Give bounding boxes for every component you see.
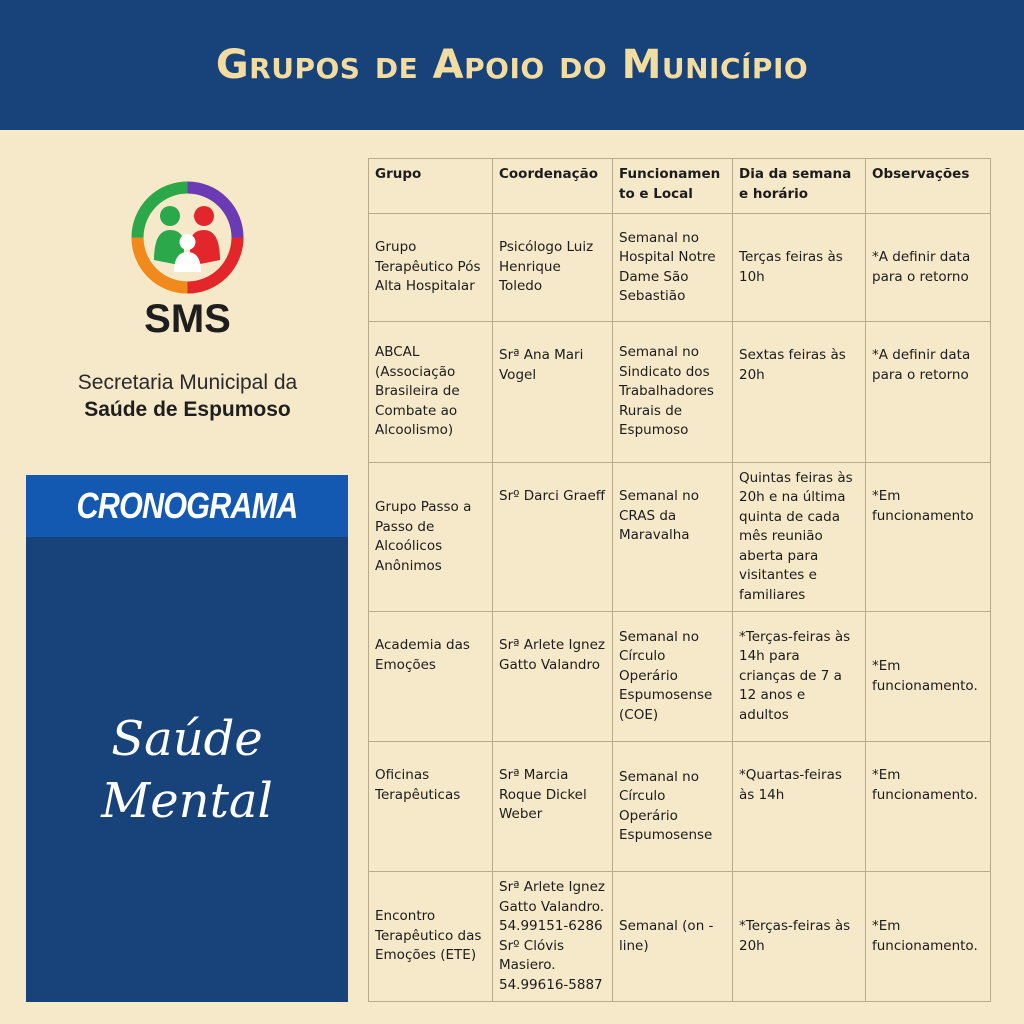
- cronograma-label: CRONOGRAMA: [76, 485, 298, 526]
- header-cell: Coordenação: [493, 159, 613, 214]
- table-cell: Srª Arlete Ignez Gatto Valandro. 54.99151-6286 Srº Clóvis Masiero. 54.99616-5887: [493, 872, 613, 1002]
- table-cell: Grupo Terapêutico Pós Alta Hospitalar: [369, 214, 493, 322]
- table-cell: *Terças-feiras às 14h para crianças de 7 a 12 anos e adultos: [733, 612, 866, 742]
- table-row: [369, 612, 991, 742]
- table-header-row: [369, 159, 991, 214]
- table-cell: Semanal no Sindicato dos Trabalhadores Rurais de Espumoso: [613, 322, 733, 463]
- theme-panel: [26, 537, 348, 1002]
- table-cell: *A definir data para o retorno: [866, 214, 991, 322]
- table-cell: *Em funcionamento: [866, 463, 991, 612]
- table-cell: *Quartas-feiras às 14h: [733, 742, 866, 872]
- table-cell: Semanal no Hospital Notre Dame São Sebastião: [613, 214, 733, 322]
- table-cell: Oficinas Terapêuticas: [369, 742, 493, 872]
- table-cell: Srª Marcia Roque Dickel Weber: [493, 742, 613, 872]
- table-cell: Psicólogo Luiz Henrique Toledo: [493, 214, 613, 322]
- header-cell: Observações: [866, 159, 991, 214]
- table-cell: Grupo Passo a Passo de Alcoólicos Anônimos: [369, 463, 493, 612]
- table-row: [369, 742, 991, 872]
- table-row: [369, 872, 991, 1002]
- table-cell: *Em funcionamento.: [866, 742, 991, 872]
- table-cell: Semanal (on - line): [613, 872, 733, 1002]
- table-cell: *A definir data para o retorno: [866, 322, 991, 463]
- cronograma-banner: [26, 475, 348, 537]
- table-cell: Academia das Emoções: [369, 612, 493, 742]
- header-cell: Dia da semana e horário: [733, 159, 866, 214]
- table-cell: ABCAL (Associação Brasileira de Combate ao Alcoolismo): [369, 322, 493, 463]
- theme-line-2: Mental: [101, 772, 273, 829]
- table-cell: *Em funcionamento.: [866, 612, 991, 742]
- theme-line-1: Saúde: [111, 710, 263, 767]
- table-cell: Sextas feiras às 20h: [733, 322, 866, 463]
- page-title: Grupos de Apoio do Município: [215, 42, 809, 88]
- table-cell: Srª Arlete Ignez Gatto Valandro: [493, 612, 613, 742]
- table-cell: Srª Ana Mari Vogel: [493, 322, 613, 463]
- table-cell: Srº Darci Graeff: [493, 463, 613, 612]
- secretaria-line-2: Saúde de Espumoso: [84, 398, 291, 421]
- table-row: [369, 463, 991, 612]
- header-banner: [0, 0, 1024, 130]
- table-cell: Semanal no CRAS da Maravalha: [613, 463, 733, 612]
- schedule-table: [368, 158, 991, 1002]
- table-cell: Semanal no Círculo Operário Espumosense (COE): [613, 612, 733, 742]
- header-cell: Funcionamento e Local: [613, 159, 733, 214]
- table-cell: Terças feiras às 10h: [733, 214, 866, 322]
- secretaria-line-1: Secretaria Municipal da: [77, 371, 298, 394]
- sms-initials: SMS: [144, 297, 231, 341]
- table-cell: Encontro Terapêutico das Emoções (ETE): [369, 872, 493, 1002]
- table-cell: *Em funcionamento.: [866, 872, 991, 1002]
- table-row: [369, 214, 991, 322]
- table-cell: Quintas feiras às 20h e na última quinta de cada mês reunião aberta para visitantes e familiares: [733, 463, 866, 612]
- table-cell: Semanal no Círculo Operário Espumosense: [613, 742, 733, 872]
- sms-logo-icon: [130, 180, 245, 295]
- header-cell: Grupo: [369, 159, 493, 214]
- table-cell: *Terças-feiras às 20h: [733, 872, 866, 1002]
- table-row: [369, 322, 991, 463]
